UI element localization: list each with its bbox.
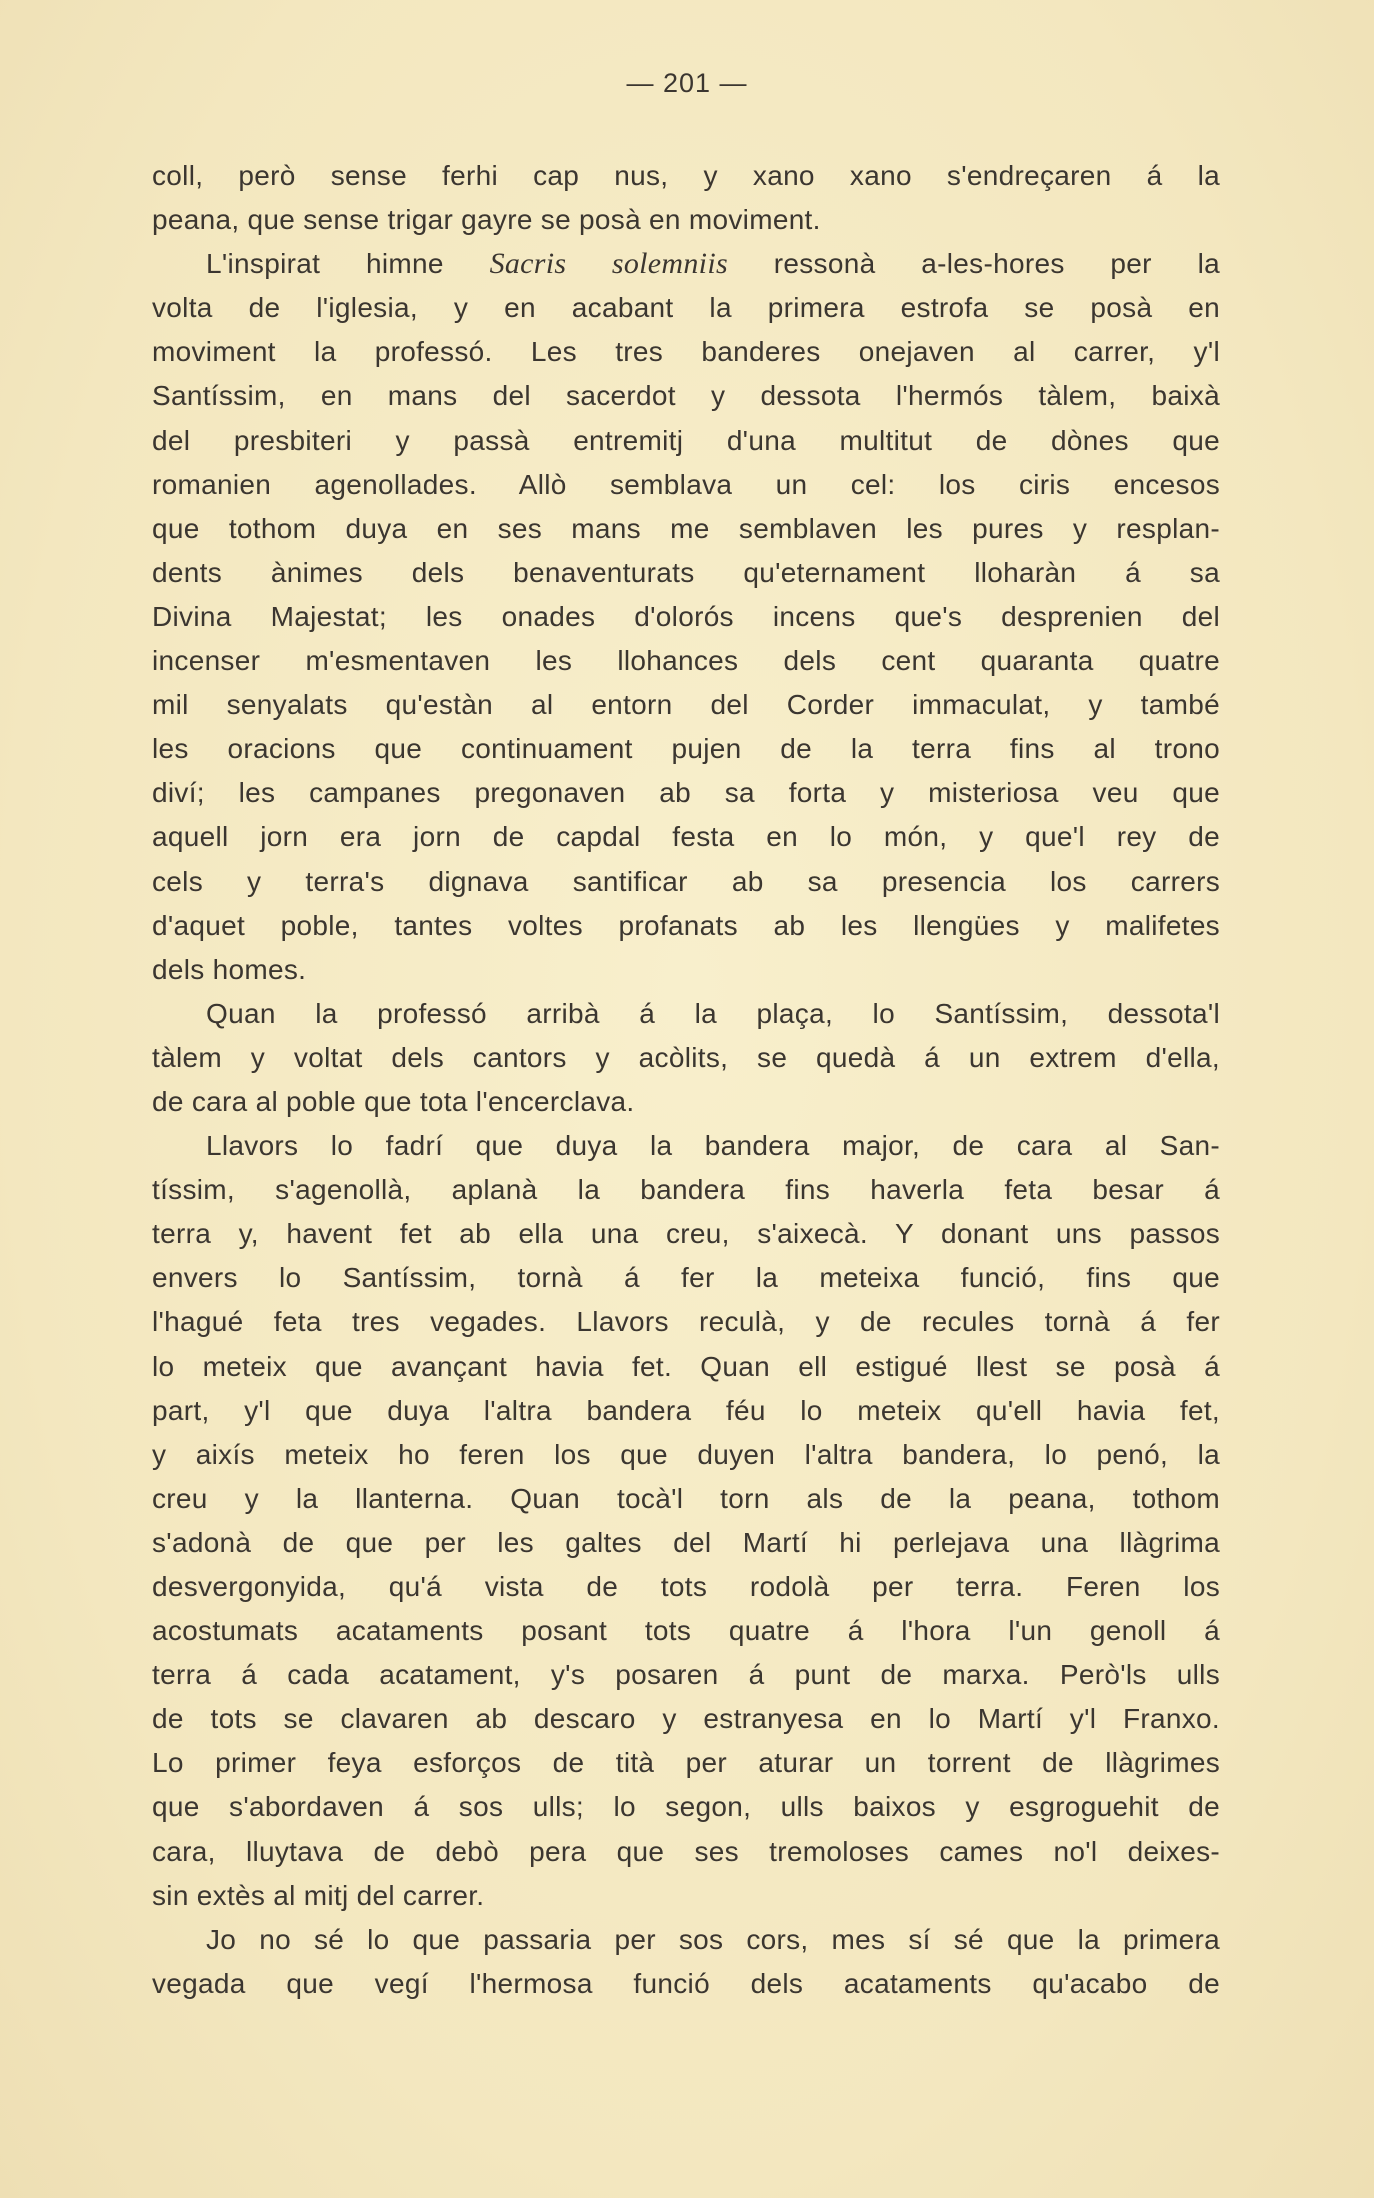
text-line: cara, lluytava de debò pera que ses tremoloses cames no'l deixes- <box>152 1835 1220 1867</box>
text-line: que tothom duya en ses mans me semblaven les pures y resplan- <box>152 512 1220 544</box>
text-line: tàlem y voltat dels cantors y acòlits, se quedà á un extrem d'ella, <box>152 1041 1220 1073</box>
body-text <box>152 154 1220 2006</box>
text-line: Divina Majestat; les onades d'olorós incens que's desprenien del <box>152 600 1220 632</box>
text-line: Jo no sé lo que passaria per sos cors, mes sí sé que la primera <box>206 1923 1220 1955</box>
text-line: sin extès al mitj del carrer. <box>152 1879 485 1911</box>
text-line: acostumats acataments posant tots quatre á l'hora l'un genoll á <box>152 1615 1220 1647</box>
text-segment: ressonà a-les-hores per la <box>727 248 1220 280</box>
text-line: Quan la professó arribà á la plaça, lo Santíssim, dessota'l <box>206 997 1220 1029</box>
text-line: coll, però sense ferhi cap nus, y xano xano s'endreçaren á la <box>152 160 1220 191</box>
text-line: part, y'l que duya l'altra bandera féu lo meteix qu'ell havia fet, <box>152 1394 1220 1426</box>
text-line <box>152 242 1220 286</box>
text-line: de tots se clavaren ab descaro y estranyesa en lo Martí y'l Franxo. <box>152 1703 1220 1735</box>
text-line: dels homes. <box>152 953 307 985</box>
text-line: lo meteix que avançant havia fet. Quan ell estigué llest se posà á <box>152 1350 1220 1382</box>
text-line: Lo primer feya esforços de tità per aturar un torrent de llàgrimes <box>152 1747 1220 1779</box>
text-line: tíssim, s'agenollà, aplanà la bandera fins haverla feta besar á <box>152 1174 1220 1206</box>
text-line: s'adonà de que per les galtes del Martí hi perlejava una llàgrima <box>152 1526 1220 1558</box>
text-line: volta de l'iglesia, y en acabant la primera estrofa se posà en <box>152 292 1220 324</box>
italic-title: Sacris solemniis <box>489 247 728 281</box>
text-line: Santíssim, en mans del sacerdot y dessota l'hermós tàlem, baixà <box>152 380 1220 412</box>
text-line: mil senyalats qu'estàn al entorn del Corder immaculat, y també <box>152 689 1220 721</box>
text-line: desvergonyida, qu'á vista de tots rodolà per terra. Feren los <box>152 1571 1220 1602</box>
text-line: d'aquet poble, tantes voltes profanats ab les llengües y malifetes <box>152 909 1220 941</box>
page-number: — 201 — <box>626 68 748 98</box>
text-line: vegada que vegí l'hermosa funció dels acataments qu'acabo de <box>152 1967 1220 1999</box>
text-line: dents ànimes dels benaventurats qu'eternament lloharàn á sa <box>152 556 1220 588</box>
text-line: y aixís meteix ho feren los que duyen l'altra bandera, lo penó, la <box>152 1438 1220 1470</box>
text-line: que s'abordaven á sos ulls; lo segon, ulls baixos y esgroguehit de <box>152 1791 1220 1823</box>
text-line: romanien agenollades. Allò semblava un cel: los ciris encesos <box>152 468 1220 500</box>
text-line: terra á cada acatament, y's posaren á punt de marxa. Però'ls ulls <box>152 1659 1220 1691</box>
text-line: de cara al poble que tota l'encerclava. <box>152 1085 635 1117</box>
text-line: incenser m'esmentaven les llohances dels cent quaranta quatre <box>152 645 1220 677</box>
text-line: cels y terra's dignava santificar ab sa presencia los carrers <box>152 865 1220 897</box>
text-line: envers lo Santíssim, tornà á fer la meteixa funció, fins que <box>152 1262 1220 1294</box>
text-line: peana, que sense trigar gayre se posà en moviment. <box>152 204 821 236</box>
text-line: moviment la professó. Les tres banderes onejaven al carrer, y'l <box>152 336 1220 368</box>
text-segment: L'inspirat himne <box>206 248 490 280</box>
text-line: terra y, havent fet ab ella una creu, s'aixecà. Y donant uns passos <box>152 1218 1220 1250</box>
text-line: del presbiteri y passà entremitj d'una multitut de dònes que <box>152 424 1220 456</box>
text-line: diví; les campanes pregonaven ab sa forta y misteriosa veu que <box>152 777 1220 809</box>
text-line: creu y la llanterna. Quan tocà'l torn als de la peana, tothom <box>152 1482 1220 1514</box>
text-line: les oracions que continuament pujen de la terra fins al trono <box>152 733 1220 765</box>
text-line: aquell jorn era jorn de capdal festa en lo món, y que'l rey de <box>152 821 1220 853</box>
text-line: l'hagué feta tres vegades. Llavors reculà, y de recules tornà á fer <box>152 1306 1220 1338</box>
text-line: Llavors lo fadrí que duya la bandera major, de cara al San- <box>206 1130 1220 1162</box>
